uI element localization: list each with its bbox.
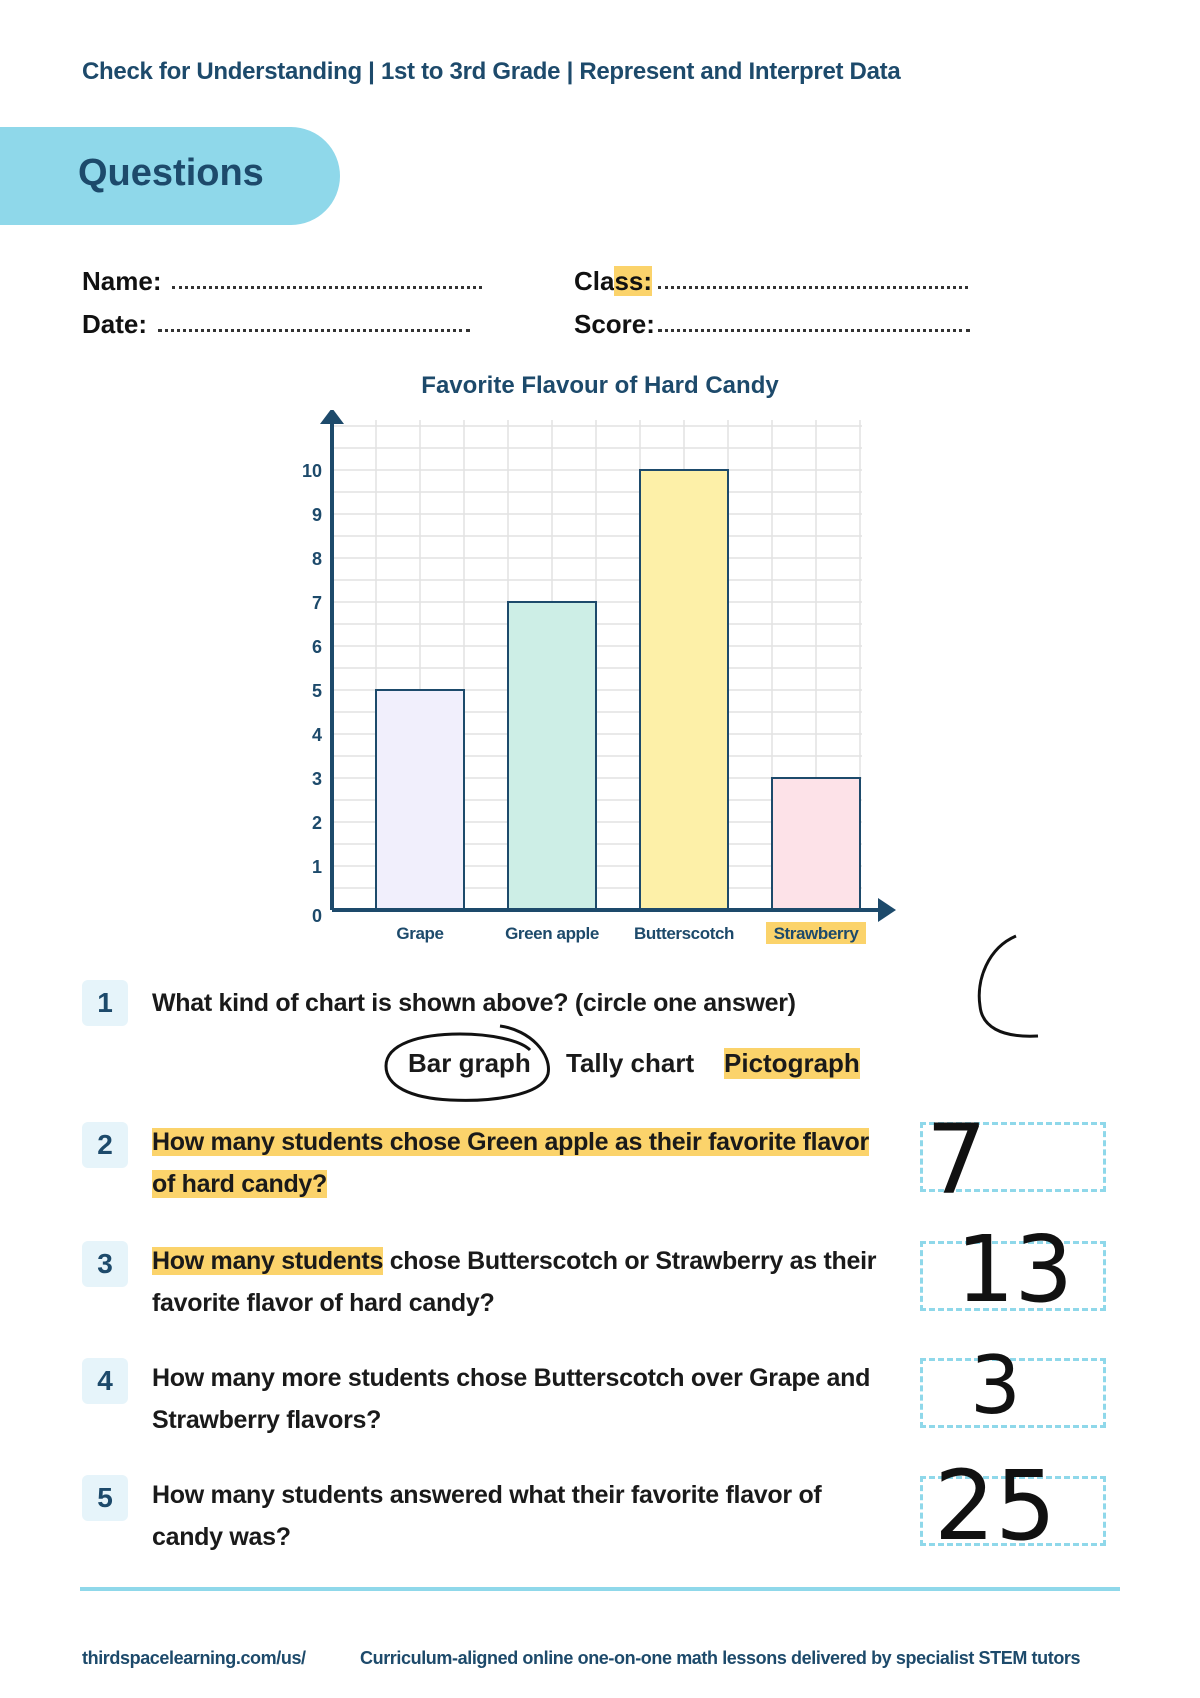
name-field[interactable] <box>172 286 482 289</box>
score-label: Score: <box>574 309 655 339</box>
questions-banner-label: Questions <box>78 152 264 194</box>
chart-title: Favorite Flavour of Hard Candy <box>421 372 779 399</box>
option-bar-graph[interactable]: Bar graph <box>408 1048 531 1078</box>
y-tick-label: 2 <box>311 813 322 833</box>
bar-green-apple <box>508 602 596 910</box>
y-tick-label: 5 <box>311 681 322 701</box>
y-tick-label: 7 <box>311 593 322 613</box>
footer-tagline: Curriculum-aligned online one-on-one math lessons delivered by specialist STEM tutors <box>360 1648 1081 1668</box>
y-tick-label: 9 <box>311 505 322 525</box>
footer-divider <box>80 1587 1120 1591</box>
y-tick-label: 8 <box>311 549 322 569</box>
answer-5-handwritten: 25 <box>934 1450 1057 1562</box>
bar-strawberry <box>772 778 860 910</box>
bar-chart <box>280 410 940 950</box>
y-tick-label: 0 <box>311 906 322 926</box>
bar-butterscotch <box>640 470 728 910</box>
class-field[interactable] <box>658 286 968 289</box>
y-tick-label: 3 <box>311 769 322 789</box>
answer-2-handwritten: 7 <box>926 1104 988 1216</box>
question-3-number: 3 <box>82 1241 128 1287</box>
question-4-number: 4 <box>82 1358 128 1404</box>
x-axis-arrow <box>878 898 896 922</box>
y-tick-label: 6 <box>311 637 322 657</box>
footer-url[interactable]: thirdspacelearning.com/us/ <box>82 1648 306 1668</box>
question-5-number: 5 <box>82 1475 128 1521</box>
question-2-text: How many students chose Green apple as their favorite flavor of hard candy? <box>152 1128 869 1198</box>
question-2-number: 2 <box>82 1122 128 1168</box>
question-4-text: How many more students chose Butterscotch over Grape and Strawberry flavors? <box>152 1364 871 1434</box>
question-3-text: How many students chose Butterscotch or Strawberry as their favorite flavor of hard candy? <box>152 1247 877 1317</box>
question-5-text: How many students answered what their favorite flavor of candy was? <box>152 1481 822 1551</box>
question-1-text: What kind of chart is shown above? (circle one answer) <box>152 989 796 1017</box>
answer-circle-mark <box>380 1016 560 1106</box>
y-tick-label: 10 <box>301 461 322 481</box>
worksheet-header: Check for Understanding | 1st to 3rd Grade | Represent and Interpret Data <box>82 58 901 85</box>
score-field[interactable] <box>658 329 970 332</box>
handwritten-mark-q1 <box>968 930 1048 1050</box>
x-tick-label: Strawberry <box>773 924 859 943</box>
x-tick-label: Butterscotch <box>633 924 735 943</box>
question-1-number: 1 <box>82 980 128 1026</box>
option-pictograph[interactable]: Pictograph <box>724 1048 860 1078</box>
y-tick-label: 4 <box>311 725 322 745</box>
date-label: Date: <box>82 309 148 339</box>
x-tick-label: Grape <box>396 924 444 943</box>
option-tally-chart[interactable]: Tally chart <box>566 1048 695 1078</box>
bar-grape <box>376 690 464 910</box>
y-axis-arrow <box>320 410 344 424</box>
date-field[interactable] <box>158 329 470 332</box>
answer-4-handwritten: 3 <box>970 1339 1021 1432</box>
class-label: Class: <box>574 266 653 296</box>
x-tick-label: Green apple <box>505 924 599 943</box>
name-label: Name: <box>82 266 162 296</box>
answer-3-handwritten: 13 <box>956 1216 1074 1323</box>
y-tick-label: 1 <box>311 857 322 877</box>
